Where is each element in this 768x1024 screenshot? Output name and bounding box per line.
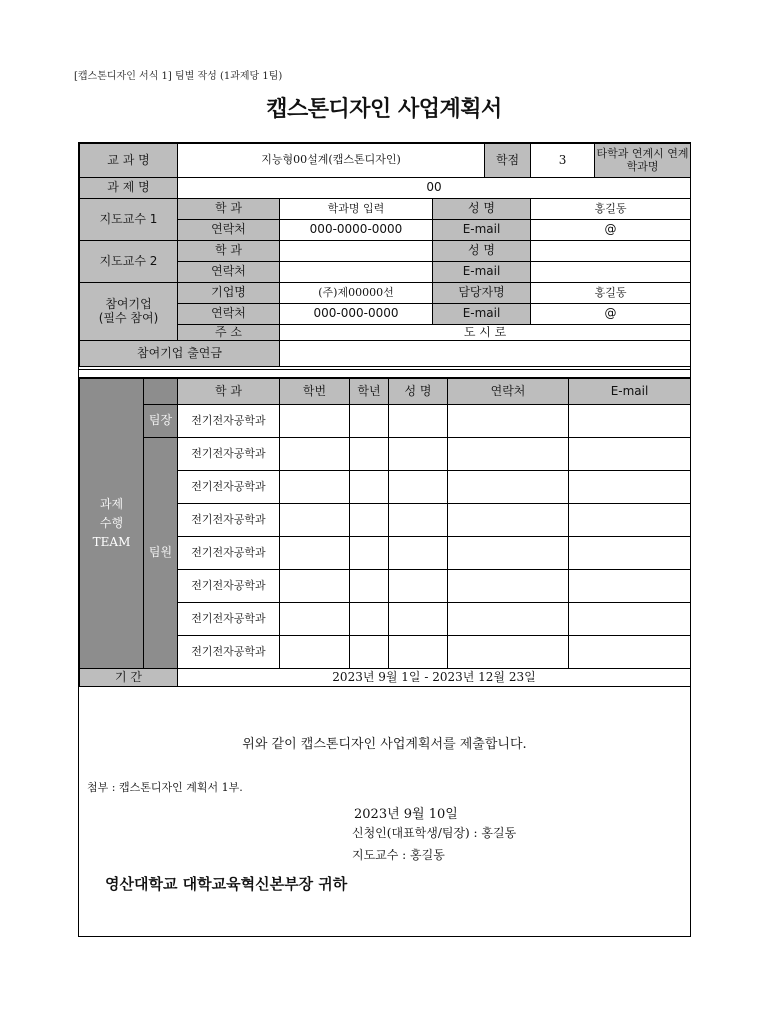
team-row-year[interactable] [350,504,389,537]
company-contact-value[interactable]: 000-000-0000 [280,304,433,325]
team-row-dept[interactable]: 전기전자공학과 [178,438,280,471]
team-row-name[interactable] [389,438,448,471]
team-row-student-id[interactable] [280,603,350,636]
advisor1-dept-value[interactable]: 학과명 입력 [280,199,433,220]
team-row-contact[interactable] [448,636,569,669]
project-label: 과 제 명 [80,178,178,199]
team-table [79,378,691,687]
credit-label: 학점 [485,144,531,178]
advisor1-email-label: E-mail [433,220,531,241]
team-row-email[interactable] [569,570,691,603]
recipient: 영산대학교 대학교육혁신본부장 귀하 [105,875,348,893]
team-row-contact[interactable] [448,504,569,537]
team-row-dept[interactable]: 전기전자공학과 [178,537,280,570]
company-manager-value[interactable]: 홍길동 [531,283,691,304]
team-row-contact[interactable] [448,603,569,636]
team-row-email[interactable] [569,636,691,669]
team-header-contact: 연락처 [448,379,569,405]
team-row-email[interactable] [569,603,691,636]
team-row-student-id[interactable] [280,471,350,504]
company-address-label: 주 소 [178,325,280,341]
advisor2-label: 지도교수 2 [80,241,178,283]
signature-date: 2023년 9월 10일 [354,807,458,822]
team-row-name[interactable] [389,537,448,570]
company-email-value[interactable]: @ [531,304,691,325]
course-name-value[interactable]: 지능형00설계(캡스톤디자인) [178,144,485,178]
course-label: 교 과 명 [80,144,178,178]
credit-value[interactable]: 3 [531,144,595,178]
team-leader-label: 팀장 [144,405,178,438]
company-manager-label: 담당자명 [433,283,531,304]
team-row-email[interactable] [569,471,691,504]
team-row-year[interactable] [350,636,389,669]
advisor1-email-value[interactable]: @ [531,220,691,241]
team-header-name: 성 명 [389,379,448,405]
team-row-dept[interactable]: 전기전자공학과 [178,504,280,537]
team-row-student-id[interactable] [280,636,350,669]
company-contact-label: 연락처 [178,304,280,325]
team-group-line3: TEAM [92,535,131,550]
project-value[interactable]: 00 [178,178,691,199]
advisor1-dept-label: 학 과 [178,199,280,220]
company-name-label: 기업명 [178,283,280,304]
info-table [79,143,691,178]
team-row-contact[interactable] [448,537,569,570]
signature-professor: 지도교수 : 홍길동 [352,848,445,862]
advisor1-name-label: 성 명 [433,199,531,220]
table-row [80,405,691,438]
attachment-note: 첨부 : 캡스톤디자인 계획서 1부. [87,781,243,794]
section-divider [79,369,690,378]
advisor2-dept-value[interactable] [280,241,433,262]
table-row [80,438,691,471]
advisor1-name-value[interactable]: 홍길동 [531,199,691,220]
team-row-email[interactable] [569,438,691,471]
info-table-body [79,177,691,367]
team-row-name[interactable] [389,570,448,603]
team-row-email[interactable] [569,504,691,537]
team-row-student-id[interactable] [280,537,350,570]
team-row-student-id[interactable] [280,438,350,471]
team-row-student-id[interactable] [280,504,350,537]
period-label: 기 간 [80,669,178,687]
team-row-student-id[interactable] [280,570,350,603]
linked-dept-label: 타학과 연계시 연계 학과명 [595,144,691,178]
page-title: 캡스톤디자인 사업계획서 [266,97,502,122]
team-row-contact[interactable] [448,405,569,438]
team-row-year[interactable] [350,603,389,636]
team-row-student-id[interactable] [280,405,350,438]
team-row-contact[interactable] [448,570,569,603]
team-row-year[interactable] [350,405,389,438]
advisor2-dept-label: 학 과 [178,241,280,262]
advisor1-label: 지도교수 1 [80,199,178,241]
company-name-value[interactable]: (주)제00000선 [280,283,433,304]
company-label [80,283,178,341]
team-row-name[interactable] [389,471,448,504]
advisor2-email-label: E-mail [433,262,531,283]
company-email-label: E-mail [433,304,531,325]
team-row-contact[interactable] [448,438,569,471]
advisor2-email-value[interactable] [531,262,691,283]
team-row-name[interactable] [389,405,448,438]
team-row-dept[interactable]: 전기전자공학과 [178,405,280,438]
team-member-label: 팀원 [144,438,178,669]
team-role-header [144,379,178,405]
team-header-email: E-mail [569,379,691,405]
company-address-value[interactable]: 도 시 로 [280,325,691,341]
team-row-dept[interactable]: 전기전자공학과 [178,570,280,603]
investment-label: 참여기업 출연금 [80,341,280,367]
team-row-year[interactable] [350,438,389,471]
team-row-contact[interactable] [448,471,569,504]
team-group-line2: 수행 [99,515,124,530]
team-header-year: 학년 [350,379,389,405]
team-row-name[interactable] [389,603,448,636]
team-row-year[interactable] [350,471,389,504]
advisor1-contact-value[interactable]: 000-0000-0000 [280,220,433,241]
team-row-year[interactable] [350,537,389,570]
team-row-year[interactable] [350,570,389,603]
period-value[interactable]: 2023년 9월 1일 - 2023년 12월 23일 [178,669,691,687]
form-note: [캡스톤디자인 서식 1] 팀별 작성 (1과제당 1팀) [74,71,283,82]
investment-value[interactable] [280,341,691,367]
submission-statement: 위와 같이 캡스톤디자인 사업계획서를 제출합니다. [242,737,527,752]
company-label-line1: 참여기업 [105,296,152,311]
team-header-student-id: 학번 [280,379,350,405]
company-label-line2: (필수 참여) [98,310,159,325]
advisor2-name-label: 성 명 [433,241,531,262]
advisor1-contact-label: 연락처 [178,220,280,241]
advisor2-name-value[interactable] [531,241,691,262]
team-header-dept: 학 과 [178,379,280,405]
advisor2-contact-label: 연락처 [178,262,280,283]
team-row-dept[interactable]: 전기전자공학과 [178,603,280,636]
team-row-dept[interactable]: 전기전자공학과 [178,471,280,504]
application-form [78,142,691,937]
team-row-email[interactable] [569,405,691,438]
signature-applicant: 신청인(대표학생/팀장) : 홍길동 [352,826,517,840]
team-row-name[interactable] [389,636,448,669]
team-group-line1: 과제 [99,496,124,511]
team-row-name[interactable] [389,504,448,537]
advisor2-contact-value[interactable] [280,262,433,283]
team-row-dept[interactable]: 전기전자공학과 [178,636,280,669]
team-group-label [80,379,144,669]
team-row-email[interactable] [569,537,691,570]
